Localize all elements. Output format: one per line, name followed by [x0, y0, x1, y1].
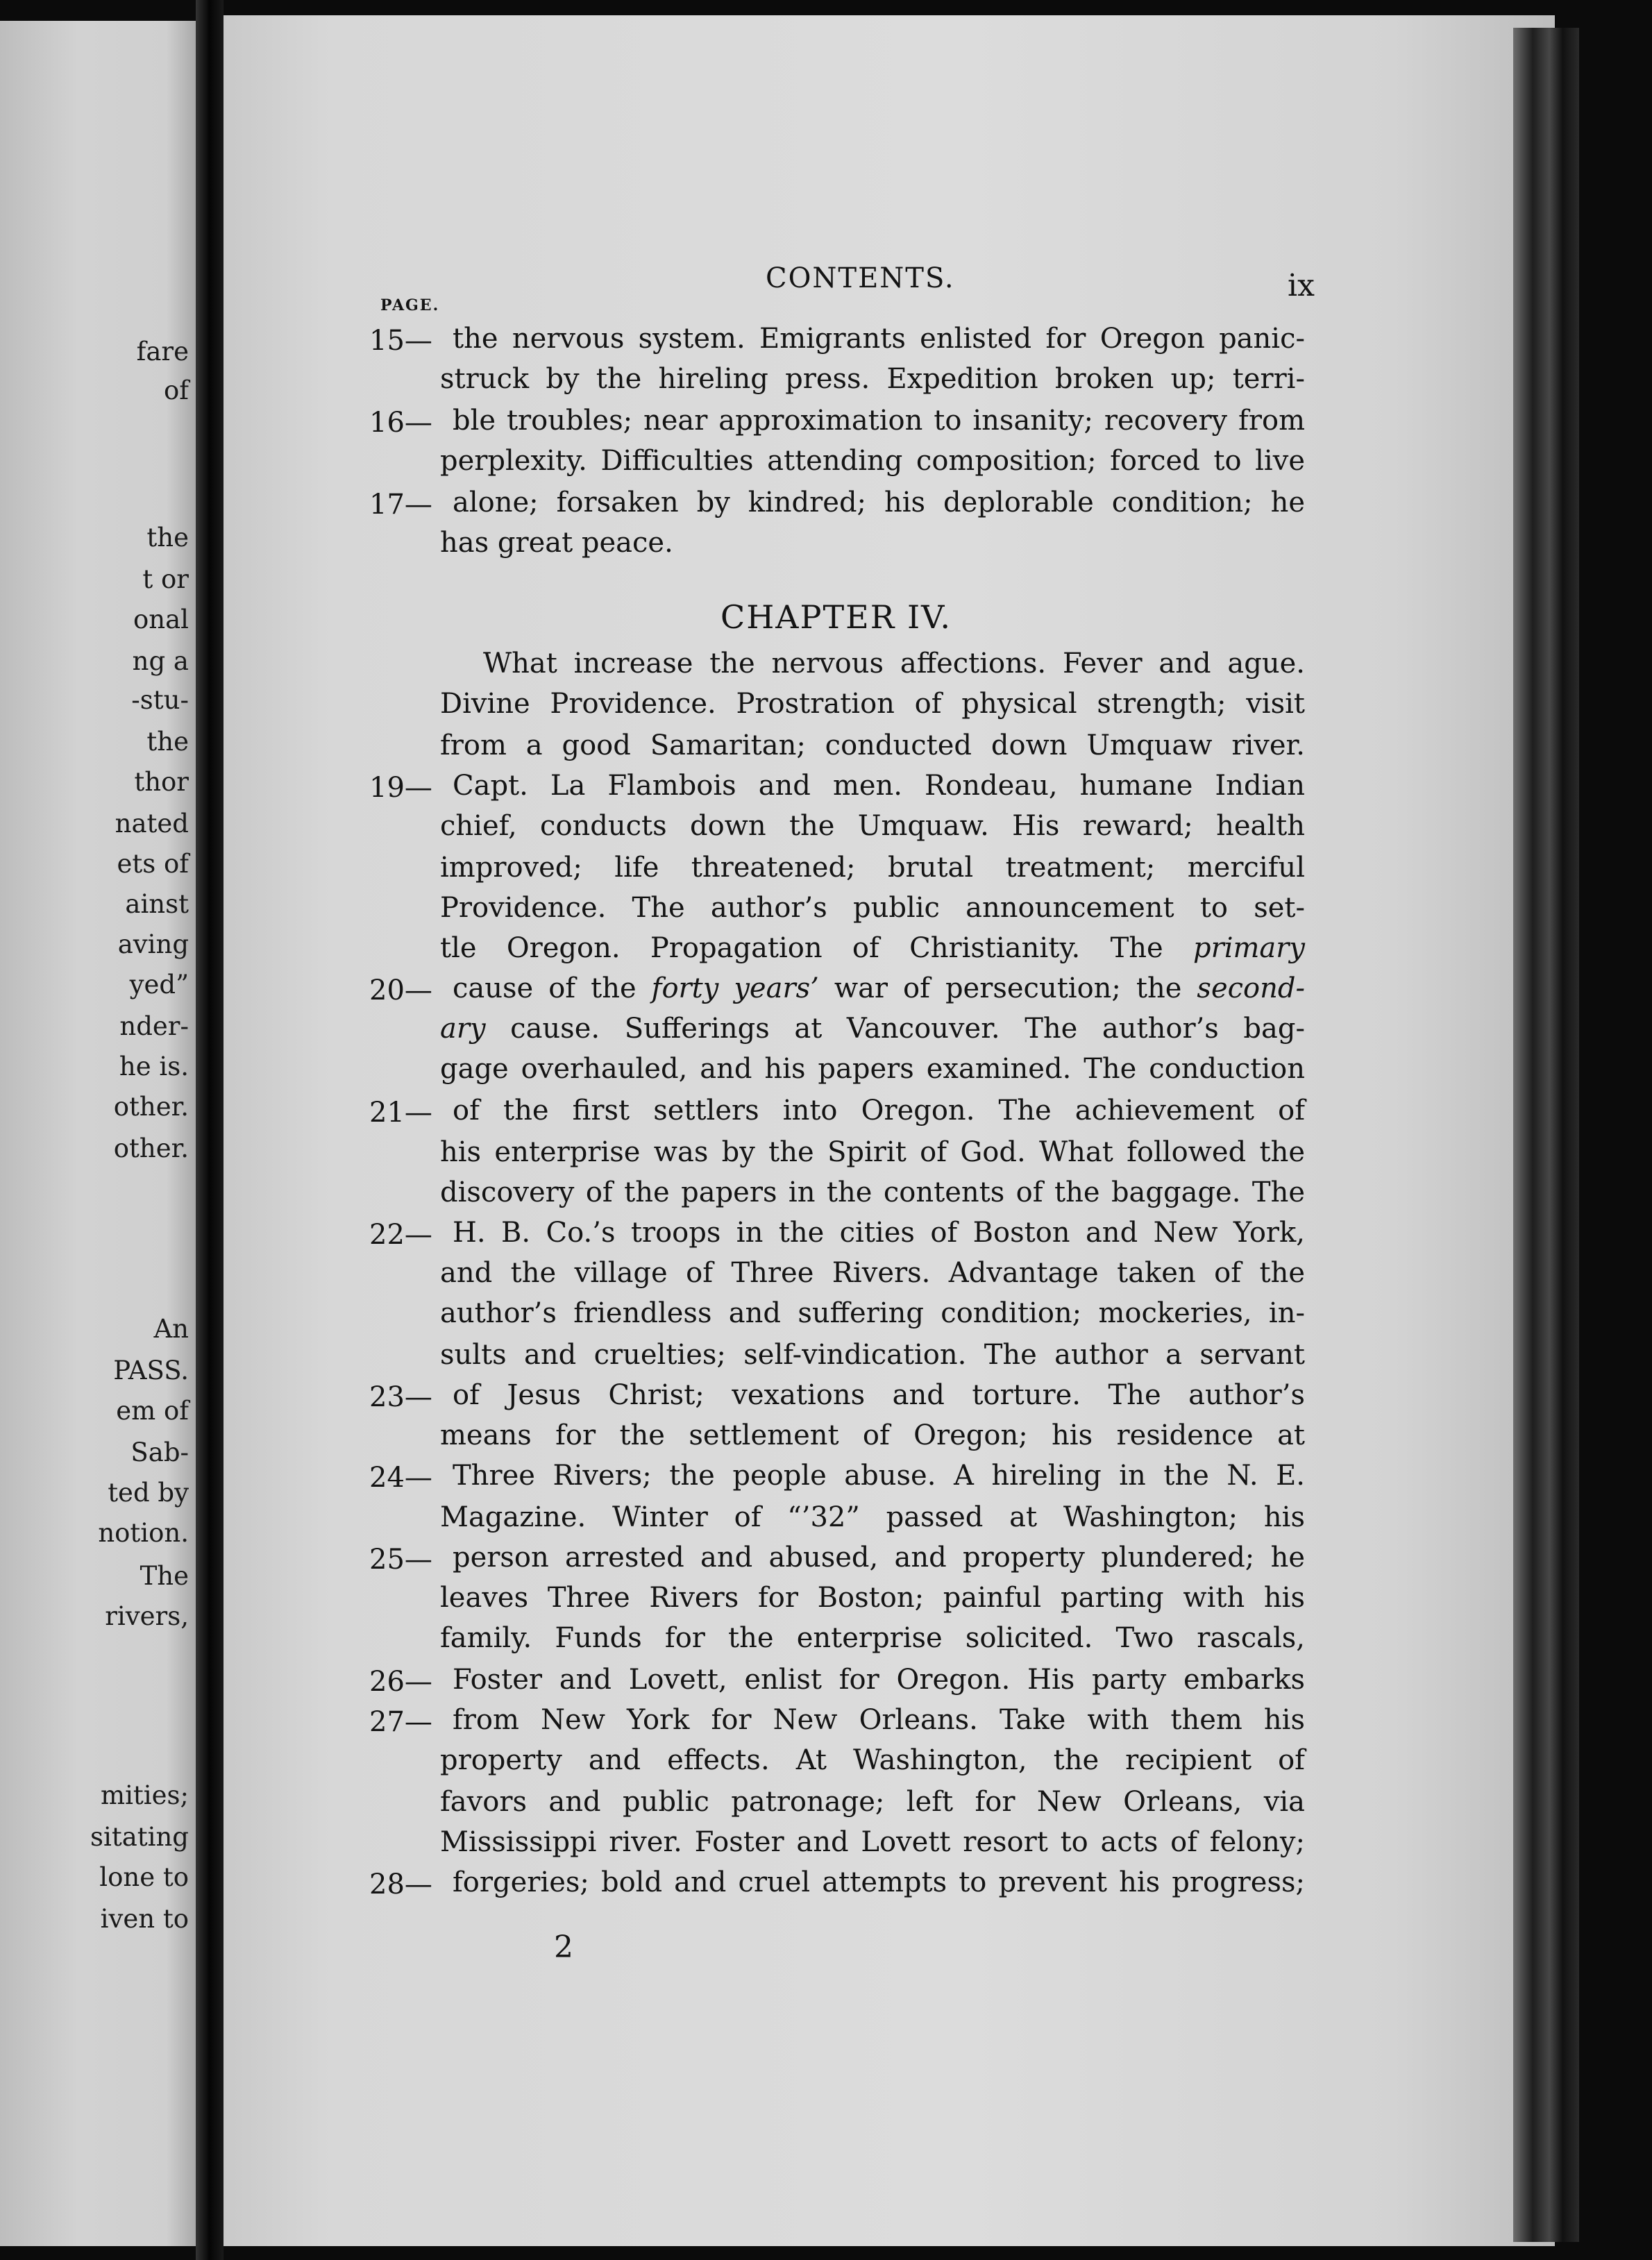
page-ref: 15—	[369, 325, 432, 357]
signature-mark: 2	[554, 1930, 573, 1965]
facing-page-fragment: lone to	[99, 1862, 189, 1892]
contents-line	[0, 1133, 1319, 1180]
facing-page-fragment: ng a	[132, 646, 189, 676]
contents-text: his enterprise was by the Spirit of God. What followed the	[440, 1136, 1305, 1168]
contents-line	[0, 972, 1319, 1016]
facing-page-fragment: nated	[115, 809, 189, 838]
contents-text: forgeries; bold and cruel attempts to prevent his progress;	[453, 1866, 1305, 1898]
contents-line	[0, 809, 1319, 854]
contents-text: What increase the nervous affections. Fever and ague.	[483, 648, 1305, 680]
contents-text: Providence. The author’s public announcement to set-	[440, 892, 1305, 924]
contents-line	[0, 1379, 1319, 1426]
contents-text: favors and public patronage; left for New Orleans, via	[440, 1786, 1305, 1818]
contents-line	[0, 1666, 1319, 1707]
contents-line	[0, 1706, 1319, 1748]
page-ref: 16—	[369, 407, 432, 439]
contents-text: Magazine. Winter of “’32” passed at Washington; his	[440, 1501, 1305, 1533]
contents-line	[0, 1219, 1319, 1260]
page-ref: 24—	[369, 1462, 432, 1494]
page-number: ix	[1288, 268, 1315, 303]
contents-text: H. B. Co.’s troops in the cities of Boston and New York,	[453, 1217, 1305, 1249]
contents-text: perplexity. Difficulties attending composition; forced to live	[440, 445, 1305, 477]
contents-line	[0, 1788, 1319, 1830]
facing-page-fragment: notion.	[98, 1518, 189, 1548]
facing-page-fragment: sitating	[90, 1822, 189, 1852]
contents-text: of Jesus Christ; vexations and torture. The author’s	[453, 1379, 1305, 1411]
contents-line	[0, 1052, 1319, 1097]
contents-text: of the first settlers into Oregon. The achievement of	[453, 1095, 1305, 1127]
contents-line	[0, 1297, 1319, 1344]
facing-page-fragment: he is.	[119, 1052, 189, 1081]
contents-text: ary cause. Sufferings at Vancouver. The author’s bag-	[440, 1013, 1305, 1045]
contents-line	[0, 447, 1319, 489]
facing-page-fragment: ted by	[108, 1478, 189, 1508]
contents-line	[0, 894, 1319, 936]
contents-line	[0, 854, 1319, 895]
contents-text: Foster and Lovett, enlist for Oregon. His party embarks	[453, 1664, 1305, 1696]
contents-text: discovery of the papers in the contents of the baggage. The	[440, 1177, 1305, 1208]
facing-page-fragment: em of	[116, 1396, 189, 1426]
contents-line	[0, 1259, 1319, 1301]
contents-line	[0, 646, 1319, 691]
contents-text: means for the settlement of Oregon; his residence at	[440, 1419, 1305, 1451]
facing-page-fragment: the	[146, 727, 189, 757]
contents-text: Mississippi river. Foster and Lovett resort to acts of felony;	[440, 1826, 1305, 1858]
facing-page-fragment: ets of	[117, 849, 189, 879]
contents-line	[0, 1501, 1319, 1548]
contents-line	[0, 1584, 1319, 1626]
page-ref: 22—	[369, 1219, 432, 1251]
contents-line	[0, 1544, 1319, 1585]
contents-line	[0, 529, 1319, 571]
contents-line	[0, 407, 1319, 448]
page-column-label: PAGE.	[380, 296, 440, 314]
page-ref: 26—	[369, 1666, 432, 1698]
facing-page-fragment: t or	[142, 564, 189, 594]
page-ref: 23—	[369, 1381, 432, 1413]
contents-text: Divine Providence. Prostration of physical strength; visit	[440, 688, 1305, 720]
facing-page-fragment: mities;	[101, 1780, 189, 1810]
contents-text: has great peace.	[440, 527, 673, 559]
contents-text: author’s friendless and suffering condition; mockeries, in-	[440, 1297, 1305, 1329]
contents-text: struck by the hireling press. Expedition broken up; terri-	[440, 363, 1305, 395]
contents-line	[0, 1011, 1319, 1056]
facing-page-fragment: Sab-	[130, 1437, 189, 1467]
page-ref: 19—	[369, 772, 432, 804]
contents-line	[0, 1097, 1319, 1138]
facing-page-fragment: onal	[133, 605, 189, 634]
contents-text: improved; life threatened; brutal treatment; merciful	[440, 852, 1305, 884]
contents-text: sults and cruelties; self-vindication. The author a servant	[440, 1339, 1305, 1371]
contents-line	[0, 732, 1319, 773]
contents-line	[0, 1462, 1319, 1503]
facing-page-fragment: -stu-	[131, 685, 189, 715]
facing-page-fragment: thor	[134, 767, 189, 797]
contents-text: chief, conducts down the Umquaw. His reward; health	[440, 810, 1305, 842]
facing-page-fragment: rivers,	[105, 1601, 189, 1631]
contents-text: property and effects. At Washington, the recipient of	[440, 1744, 1305, 1776]
page-ref: 17—	[369, 489, 432, 521]
contents-text: from New York for New Orleans. Take with them his	[453, 1704, 1305, 1736]
contents-line	[0, 1746, 1319, 1788]
contents-text: gage overhauled, and his papers examined. The conduction	[440, 1053, 1305, 1085]
contents-text: ble troubles; near approximation to insanity; recovery from	[453, 405, 1305, 437]
contents-text: from a good Samaritan; conducted down Umquaw river.	[440, 730, 1305, 761]
contents-text: Three Rivers; the people abuse. A hireling in the N. E.	[453, 1460, 1305, 1492]
facing-page-fragment: An	[153, 1314, 189, 1344]
page-ref: 28—	[369, 1869, 432, 1900]
contents-line	[0, 365, 1319, 407]
page-ref: 21—	[369, 1097, 432, 1129]
contents-line	[0, 690, 1319, 732]
contents-line	[0, 772, 1319, 813]
facing-page-fragment: aving	[117, 929, 189, 959]
contents-text: person arrested and abused, and property plundered; he	[453, 1542, 1305, 1574]
facing-page-fragment: of	[164, 376, 189, 405]
chapter-heading: CHAPTER IV.	[720, 598, 952, 636]
facing-page-fragment: the	[146, 523, 189, 553]
facing-page-fragment: other.	[113, 1092, 189, 1122]
page-ref: 25—	[369, 1544, 432, 1576]
contents-text: and the village of Three Rivers. Advantage taken of the	[440, 1257, 1305, 1289]
contents-line	[0, 1419, 1319, 1467]
contents-text: the nervous system. Emigrants enlisted for Oregon panic-	[453, 323, 1305, 355]
page-ref: 27—	[369, 1706, 432, 1738]
contents-line	[0, 1341, 1319, 1383]
contents-line	[0, 1866, 1319, 1910]
contents-text: leaves Three Rivers for Boston; painful parting with his	[440, 1582, 1305, 1614]
contents-line	[0, 934, 1319, 976]
facing-page-fragment: The	[140, 1561, 189, 1591]
contents-line	[0, 1828, 1319, 1870]
contents-line	[0, 325, 1319, 366]
facing-page-fragment: PASS.	[113, 1356, 189, 1385]
page-ref: 20—	[369, 975, 432, 1006]
facing-page-fragment: yed”	[129, 970, 189, 1000]
page-edge	[1513, 28, 1579, 2242]
contents-text: tle Oregon. Propagation of Christianity. The primary	[440, 932, 1305, 964]
contents-line	[0, 1179, 1319, 1220]
contents-text: cause of the forty years’ war of persecution; the second-	[453, 972, 1305, 1004]
contents-line	[0, 489, 1319, 530]
facing-page-fragment: fare	[136, 337, 189, 366]
facing-page-fragment: iven to	[100, 1904, 189, 1934]
facing-page-fragment: other.	[113, 1133, 189, 1163]
contents-text: alone; forsaken by kindred; his deplorable condition; he	[453, 487, 1305, 518]
facing-page-fragment: nder-	[119, 1011, 189, 1041]
running-head: CONTENTS.	[766, 262, 955, 294]
contents-line	[0, 1624, 1319, 1666]
contents-text: family. Funds for the enterprise solicited. Two rascals,	[440, 1622, 1305, 1654]
facing-page-fragment: ainst	[125, 889, 189, 919]
contents-text: Capt. La Flambois and men. Rondeau, humane Indian	[453, 770, 1305, 802]
